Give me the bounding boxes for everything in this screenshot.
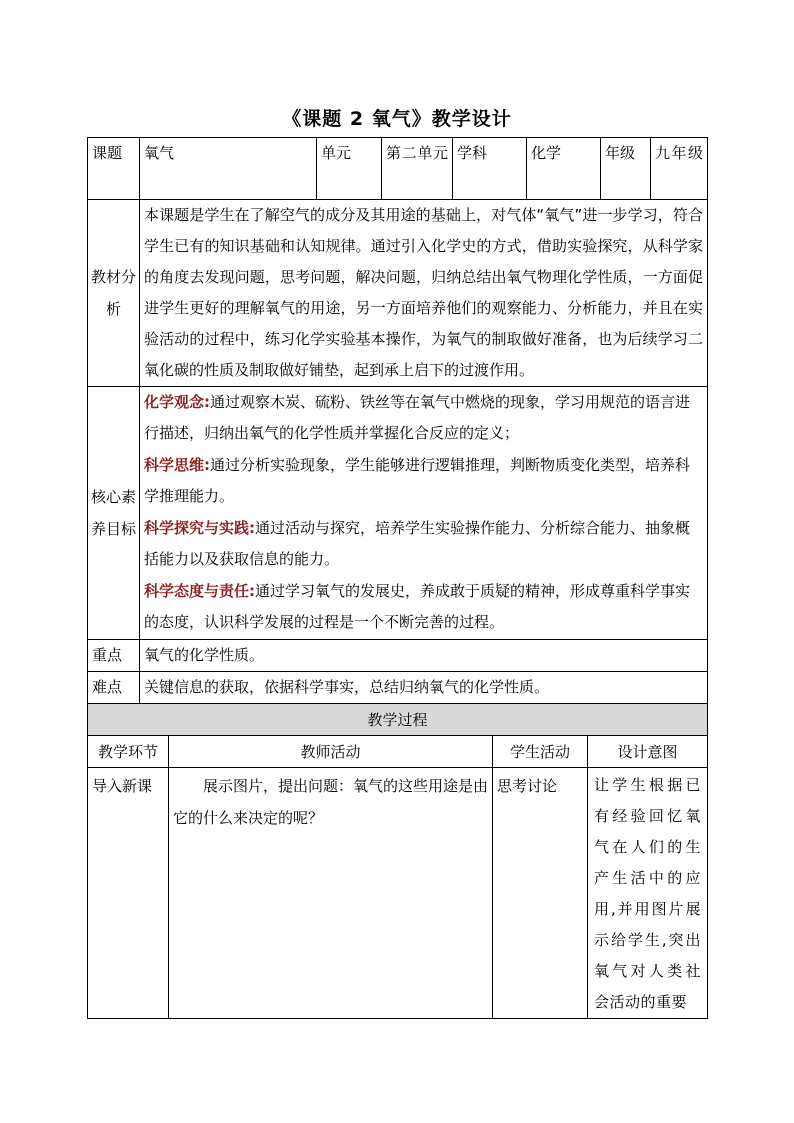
analysis-text: 本课题是学生在了解空气的成分及其用途的基础上，对气体“氧气”进一步学习，符合学生已有的知识基础和认知规律。通过引入化学史的方式，借助实验探究，从科学家的角度去发现问题，思考问题，解决问题，归纳总结出氧气物理化学性质，一方面促进学生更好的理解氧气的用途，另一方面培养他们的观察能力、分析能力，并且在实验活动的过程中，练习化学实验基本操作，为氧气的制取做好准备，也为后续学习二氧化碳的性质及制取做好铺垫，起到承上启下的过渡作用。 [140, 200, 708, 387]
competency-head: 科学思维: [144, 456, 210, 474]
column-header: 设计意图 [588, 736, 708, 768]
difficulty-row [88, 672, 708, 704]
difficulty-label: 难点 [88, 672, 140, 704]
competency-item [144, 513, 703, 575]
competency-head: 科学态度与责任: [144, 582, 255, 600]
analysis-label: 教材分析 [88, 200, 140, 387]
key-point-text: 氧气的化学性质。 [140, 640, 708, 672]
topic-value: 氧气 [140, 138, 317, 200]
competency-item [144, 576, 703, 638]
process-table [87, 703, 708, 1019]
competency-head: 科学探究与实践: [144, 519, 255, 537]
grade-value: 九年级 [651, 138, 708, 200]
competency-item [144, 387, 703, 449]
lesson-info-table [87, 137, 708, 704]
key-point-label: 重点 [88, 640, 140, 672]
competency-text: 通过分析实验现象，学生能够进行逻辑推理，判断物质变化类型，培养科学推理能力。 [144, 456, 691, 505]
competency-text: 通过学习氧气的发展史，养成敢于质疑的精神，形成尊重科学事实的态度，认识科学发展的过程是一个不断完善的过程。 [144, 582, 691, 631]
column-header: 学生活动 [493, 736, 588, 768]
key-point-row [88, 640, 708, 672]
unit-value: 第二单元 [382, 138, 453, 200]
competency-text: 通过观察木炭、硫粉、铁丝等在氧气中燃烧的现象，学习用规范的语言进行描述，归纳出氧气的化学性质并掌握化合反应的定义； [144, 393, 691, 442]
competency-row [88, 387, 708, 640]
topic-label: 课题 [88, 138, 140, 200]
table-row [88, 768, 708, 1019]
teacher-activity-cell: 展示图片，提出问题：氧气的这些用途是由它的什么来决定的呢？ [169, 768, 493, 1019]
process-header-row [88, 704, 708, 736]
competency-head: 化学观念: [144, 393, 210, 411]
design-intent-cell: 让学生根据已有经验回忆氧气在人们的生产生活中的应用,并用图片展示给学生,突出氧气对人类社会活动的重要 [588, 768, 708, 1019]
grade-label: 年级 [601, 138, 651, 200]
process-columns-row [88, 736, 708, 768]
column-header: 教师活动 [169, 736, 493, 768]
competency-text: 通过活动与探究，培养学生实验操作能力、分析综合能力、抽象概括能力以及获取信息的能力。 [144, 519, 691, 568]
analysis-row [88, 200, 708, 387]
info-row [88, 138, 708, 200]
document-title: 《课题 2 氧气》教学设计 [282, 108, 512, 130]
stage-cell: 导入新课 [88, 768, 169, 1019]
student-activity-cell: 思考讨论 [493, 768, 588, 1019]
competency-content [140, 387, 708, 640]
difficulty-text: 关键信息的获取，依据科学事实，总结归纳氧气的化学性质。 [140, 672, 708, 704]
subject-label: 学科 [453, 138, 527, 200]
process-header: 教学过程 [88, 704, 708, 736]
column-header: 教学环节 [88, 736, 169, 768]
subject-value: 化学 [527, 138, 601, 200]
competency-label: 核心素养目标 [88, 387, 140, 640]
competency-item [144, 450, 703, 512]
unit-label: 单元 [317, 138, 382, 200]
